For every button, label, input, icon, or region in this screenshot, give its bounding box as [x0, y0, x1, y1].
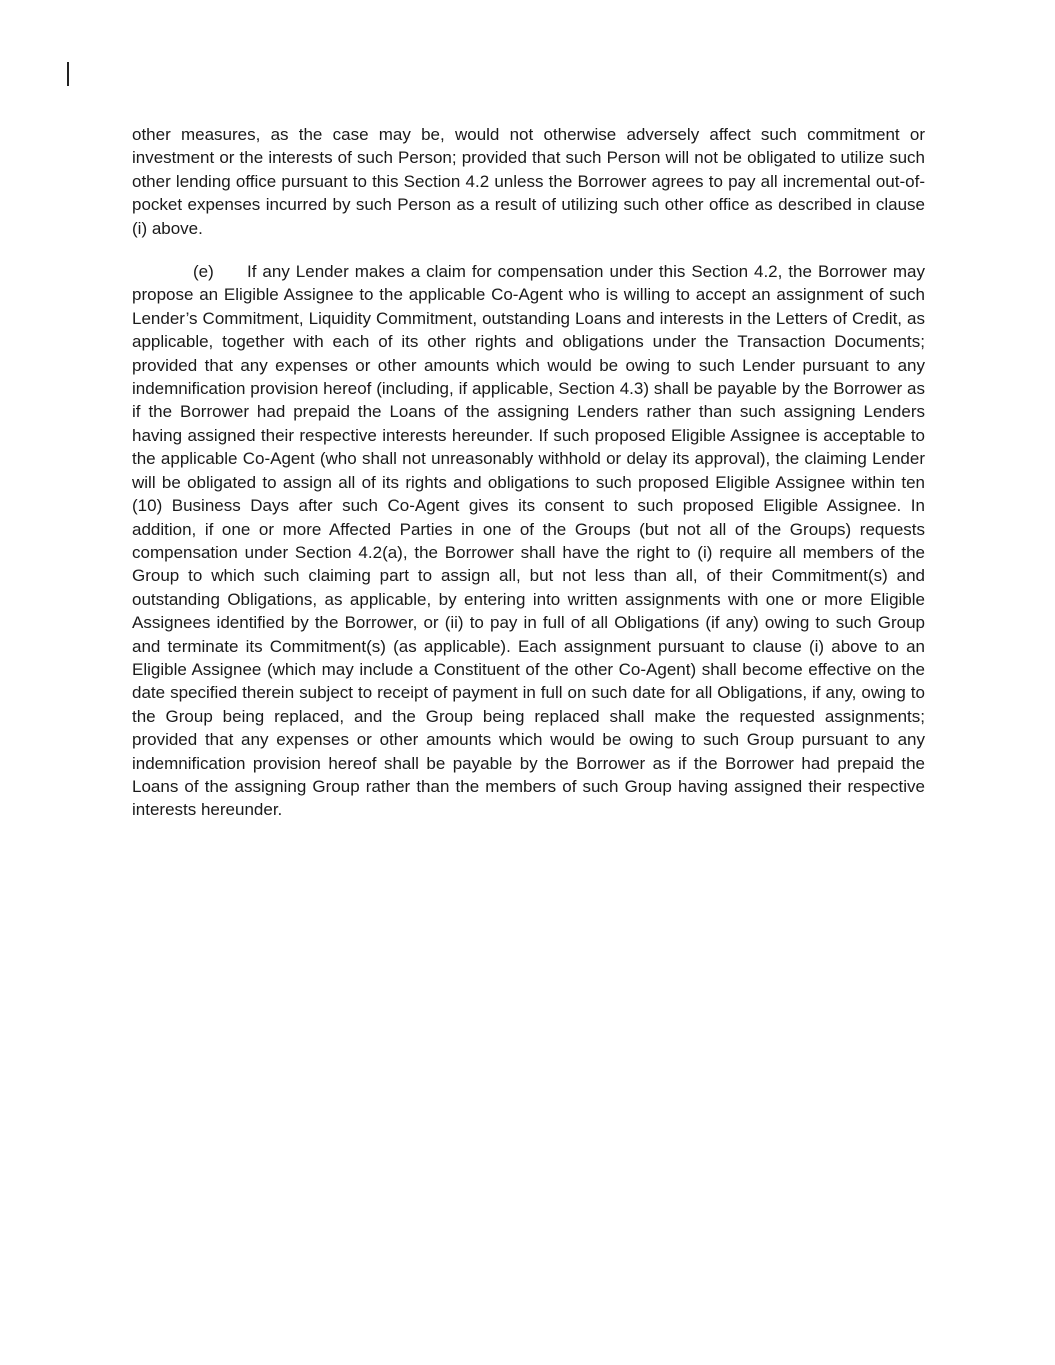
paragraph-clause-e: [132, 260, 925, 822]
clause-text: If any Lender makes a claim for compensation under this Section 4.2, the Borrower may propose an Eligible Assignee to the applicable Co-Agent who is willing to accept an assignment of such Lender’s Commitment, Liquidity Commitment, outstanding Loans and interests in the Letters of Credit, as applicable, together with each of its other rights and obligations under the Transaction Documents; provided that any expenses or other amounts which would be owing to such Lender pursuant to any indemnification provision hereof (including, if applicable, Section 4.3) shall be payable by the Borrower as if the Borrower had prepaid the Loans of the assigning Lenders rather than such assigning Lenders having assigned their respective interests hereunder. If such proposed Eligible Assignee is acceptable to the applicable Co-Agent (who shall not unreasonably withhold or delay its approval), the claiming Lender will be obligated to assign all of its rights and obligations to such proposed Eligible Assignee within ten (10) Business Days after such Co-Agent gives its consent to such proposed Eligible Assignee. In addition, if one or more Affected Parties in one of the Groups (but not all of the Groups) requests compensation under Section 4.2(a), the Borrower shall have the right to (i) require all members of the Group to which such claiming part to assign all, but not less than all, of their Commitment(s) and outstanding Obligations, as applicable, by entering into written assignments with one or more Eligible Assignees identified by the Borrower, or (ii) to pay in full of all Obligations (if any) owing to such Group and terminate its Commitment(s) (as applicable). Each assignment pursuant to clause (i) above to an Eligible Assignee (which may include a Constituent of the other Co-Agent) shall become effective on the date specified therein subject to receipt of payment in full on such date for all Obligations, if any, owing to the Group being replaced, and the Group being replaced shall make the requested assignments; provided that any expenses or other amounts which would be owing to such Group pursuant to any indemnification provision hereof shall be payable by the Borrower as if the Borrower had prepaid the Loans of the assigning Group rather than the members of such Group having assigned their respective interests hereunder.: [132, 262, 925, 820]
text-cursor-mark: [67, 62, 69, 86]
paragraph-continuation: other measures, as the case may be, would not otherwise adversely affect such commitment or investment or the interests of such Person; provided that such Person will not be obligated to utilize such other lending office pursuant to this Section 4.2 unless the Borrower agrees to pay all incremental out-of-pocket expenses incurred by such Person as a result of utilizing such other office as described in clause (i) above.: [132, 125, 925, 238]
clause-label: (e): [193, 262, 214, 282]
document-page-body: [132, 123, 925, 822]
